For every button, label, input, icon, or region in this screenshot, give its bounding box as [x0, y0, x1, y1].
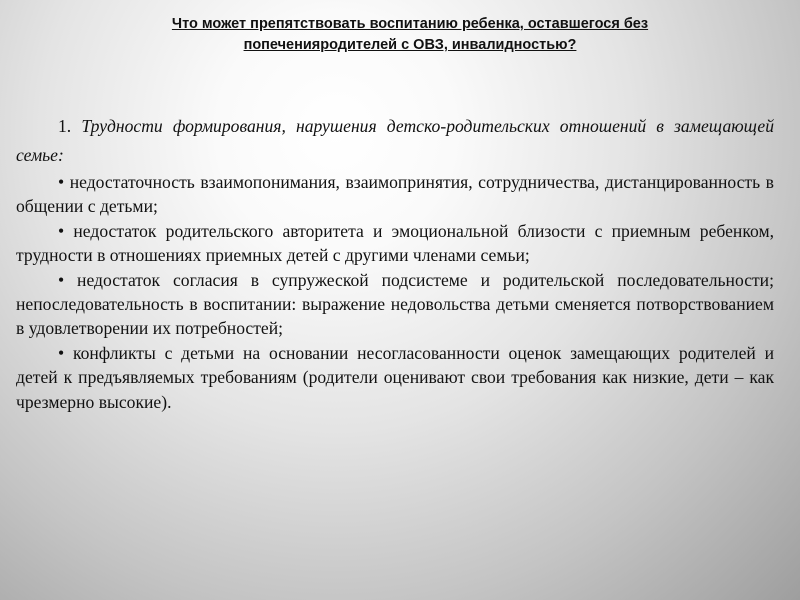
bullet-item-2: • недостаток родительского авторитета и эмоциональной близости с приемным ребенком, трудности в отношениях приемных детей с другими членами семьи; — [16, 220, 774, 266]
slide-title-line-2: попеченияродителей с ОВЗ, инвалидностью? — [243, 37, 577, 53]
bullet-item-1: • недостаточность взаимопонимания, взаимопринятия, сотрудничества, дистанцированность в общении с детьми; — [16, 172, 774, 217]
slide-body — [16, 112, 774, 414]
section-heading-text: Трудности формирования, нарушения детско-родительских отношений в замещающей семье: — [16, 116, 774, 165]
bullet-item-3: • недостаток согласия в супружеской подсистеме и родительской последовательности; непоследовательность в воспитании: выражение недовольства детьми сменяется потворствованием в удовлетворении их потребностей; — [16, 269, 774, 339]
section-heading — [16, 112, 774, 170]
slide-title-line-1: Что может препятствовать воспитанию ребенка, оставшегося без — [171, 16, 649, 32]
bullet-item-4: • конфликты с детьми на основании несогласованности оценок замещающих родителей и детей к предъявляемых требованиям (родители оценивают свои требования как низкие, дети – как чрезмерно высокие). — [16, 342, 774, 412]
section-number: 1. — [58, 116, 72, 136]
slide-title — [70, 14, 750, 56]
